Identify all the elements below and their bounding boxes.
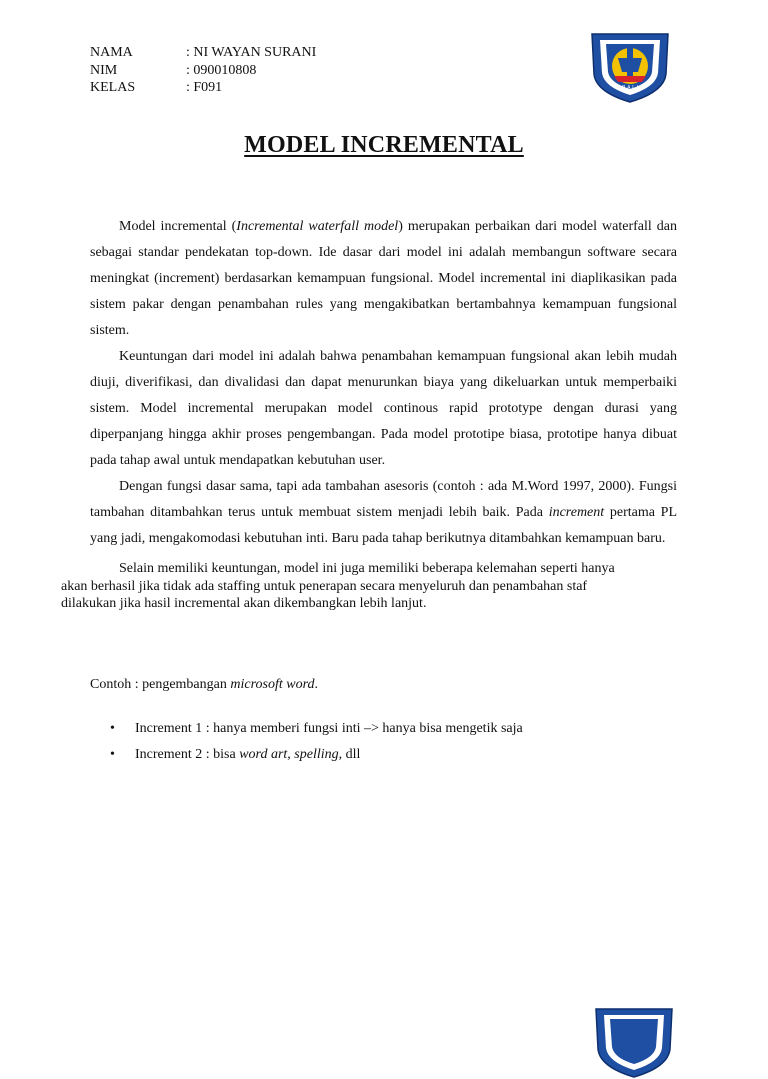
university-logo-icon <box>584 28 676 104</box>
info-value: : NI WAYAN SURANI <box>186 45 317 60</box>
info-row-nama <box>90 44 316 62</box>
info-label: NIM <box>90 62 118 78</box>
logo-text: B A L I <box>622 85 638 91</box>
info-row-nim <box>90 62 316 80</box>
paragraph-1: Model incremental (Incremental waterfall model) merupakan perbaikan dari model waterfall dan sebagai standar pendekatan top-down. Ide dasar dari model ini adalah membangun software secara meningkat (increment) berdasarkan kemampuan fungsional. Model incremental ini diaplikasikan pada sistem pakar dengan penambahan rules yang mengakibatkan bertambahnya kemampuan fungsional sistem. <box>90 219 677 338</box>
info-label: KELAS <box>90 80 136 95</box>
example-line: Contoh : pengembangan microsoft word. <box>90 677 319 692</box>
info-label: NAMA <box>90 45 133 60</box>
document-body <box>61 214 678 613</box>
paragraph-3: Dengan fungsi dasar sama, tapi ada tambahan asesoris (contoh : ada M.Word 1997, 2000). Fungsi tambahan ditambahkan terus untuk membuat sistem menjadi lebih baik. Pada increment pertama PL yang jadi, mengakomodasi kebutuhan inti. Baru pada tahap berikutnya ditambahkan kemampuan baru. <box>90 479 678 546</box>
university-logo-icon <box>588 1003 680 1079</box>
increment-list <box>90 719 523 771</box>
list-item: • Increment 2 : bisa word art, spelling, dll <box>90 745 523 771</box>
info-value: : F091 <box>186 80 223 95</box>
info-row-kelas <box>90 79 316 97</box>
student-info <box>90 44 316 97</box>
page-title: MODEL INCREMENTAL <box>244 132 524 158</box>
info-value: : 090010808 <box>186 62 257 78</box>
list-item: • Increment 1 : hanya memberi fungsi inti –> hanya bisa mengetik saja <box>90 719 523 745</box>
paragraph-4: Selain memiliki keuntungan, model ini juga memiliki beberapa kelemahan seperti hanya akan berhasil jika tidak ada staffing untuk penerapan secara menyeluruh dan penambahan staf dilakukan jika hasil incremental akan dikembangkan lebih lanjut. <box>61 561 615 611</box>
paragraph-2: Keuntungan dari model ini adalah bahwa penambahan kemampuan fungsional akan lebih mudah diuji, diverifikasi, dan divalidasi dan dapat menurunkan biaya yang dikeluarkan untuk memperbaiki sistem. Model incremental merupakan model continous rapid prototype dengan durasi yang diperpanjang hingga akhir proses pengembangan. Pada model prototipe biasa, prototipe hanya dibuat pada tahap awal untuk mendapatkan kebutuhan user. <box>90 349 677 468</box>
